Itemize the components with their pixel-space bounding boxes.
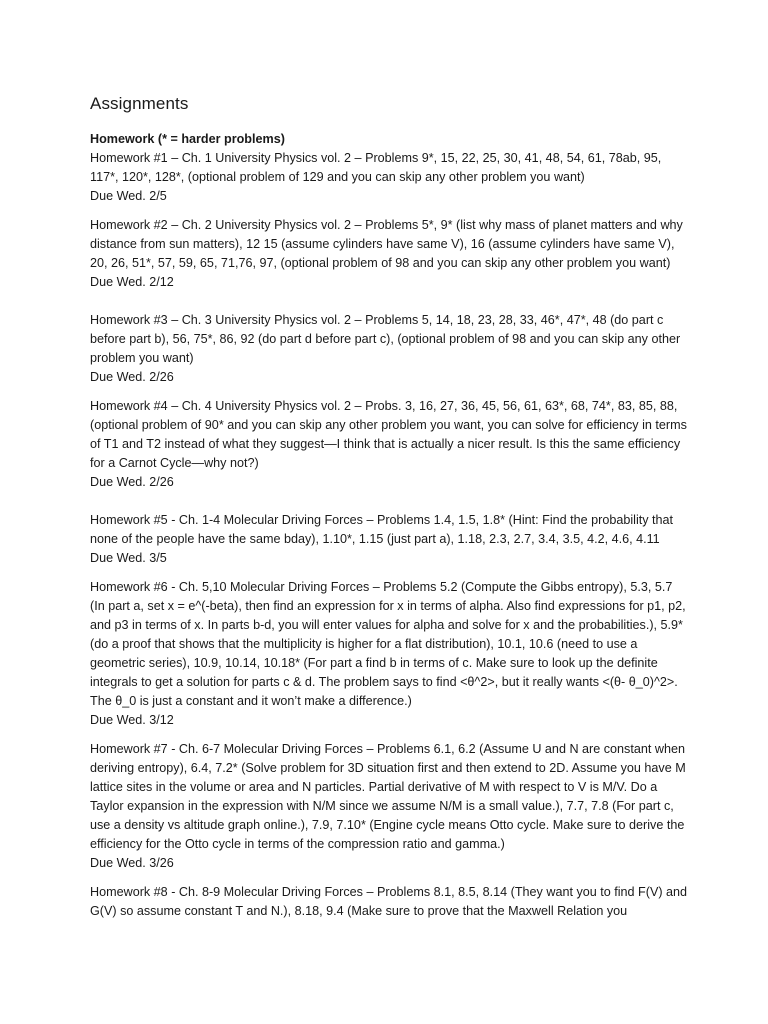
homework-heading: Homework (* = harder problems) — [90, 132, 285, 146]
due-date: Due Wed. 2/26 — [90, 475, 174, 489]
assignment-text: Homework #7 - Ch. 6-7 Molecular Driving Forces – Problems 6.1, 6.2 (Assume U and N are constant when deriving entropy), 6.4, 7.2* (Solve problem for 3D situation first and then extend to 2D. Assume you have M lattice sites in the volume or area and N particles. Partial derivative of M with respect to V is M/V. Do a Taylor expansion in the expression with N/M since we assume N/M is a small value.), 7.7, 7.8 (For part c, use a density vs altitude graph online.), 7.9, 7.10* (Engine cycle means Otto cycle. Make sure to derive the efficiency for the Otto cycle in terms of the compression ratio and gamma.) — [90, 742, 686, 851]
assignment-5 — [90, 511, 690, 568]
due-date: Due Wed. 2/5 — [90, 189, 167, 203]
assignment-1 — [90, 149, 690, 206]
assignment-7 — [90, 740, 690, 873]
assignment-text: Homework #3 – Ch. 3 University Physics vol. 2 – Problems 5, 14, 18, 23, 28, 33, 46*, 47*, 48 (do part c before part b), 56, 75*, 86, 92 (do part d before part c), (optional problem of 98 and you can skip any other problem you want) — [90, 313, 681, 365]
assignment-text: Homework #6 - Ch. 5,10 Molecular Driving Forces – Problems 5.2 (Compute the Gibbs entropy), 5.3, 5.7 (In part a, set x = e^(-beta), then find an expression for x in terms of alpha. Also find expressions for p1, p2, and p3 in terms of x. In parts b-d, you will enter values for alpha and solve for x and the probabilities.), 5.9* (do a proof that shows that the multiplicity is higher for a flat distribution), 10.1, 10.6 (need to use a geometric series), 10.9, 10.14, 10.18* (For part a find b in terms of c. Make sure to look up the definite integrals to get a solution for parts c & d. The problem says to find <θ^2>, but it really wants <(θ- θ_0)^2>. The θ_0 is just a constant and it won’t make a difference.) — [90, 580, 686, 708]
assignment-text: Homework #5 - Ch. 1-4 Molecular Driving Forces – Problems 1.4, 1.5, 1.8* (Hint: Find the probability that none of the people have the same bday), 1.10*, 1.15 (just part a), 1.18, 2.3, 2.7, 3.4, 3.5, 4.2, 4.6, 4.11 — [90, 513, 674, 546]
due-date: Due Wed. 2/12 — [90, 275, 174, 289]
assignment-6 — [90, 578, 690, 730]
assignment-text: Homework #4 – Ch. 4 University Physics vol. 2 – Probs. 3, 16, 27, 36, 45, 56, 61, 63*, 68, 74*, 83, 85, 88, (optional problem of 90* and you can skip any other problem you want, you can solve for efficiency in terms of T1 and T2 instead of what they suggest—I think that is actually a nicer result. Is this the same efficiency for a Carnot Cycle—why not?) — [90, 399, 687, 470]
due-date: Due Wed. 2/26 — [90, 370, 174, 384]
due-date: Due Wed. 3/26 — [90, 856, 174, 870]
assignment-text: Homework #2 – Ch. 2 University Physics vol. 2 – Problems 5*, 9* (list why mass of planet matters and why distance from sun matters), 12 15 (assume cylinders have same V), 16 (assume cylinders have same V), 20, 26, 51*, 57, 59, 65, 71,76, 97, (optional problem of 98 and you can skip any other problem you want) — [90, 218, 683, 270]
assignment-text: Homework #1 – Ch. 1 University Physics vol. 2 – Problems 9*, 15, 22, 25, 30, 41, 48, 54, 61, 78ab, 95, 117*, 120*, 128*, (optional problem of 129 and you can skip any other problem you want) — [90, 151, 662, 184]
assignment-8 — [90, 883, 690, 921]
due-date: Due Wed. 3/12 — [90, 713, 174, 727]
page-title: Assignments — [90, 94, 189, 113]
assignment-3 — [90, 311, 690, 387]
assignment-2 — [90, 216, 690, 292]
due-date: Due Wed. 3/5 — [90, 551, 167, 565]
assignment-text: Homework #8 - Ch. 8-9 Molecular Driving Forces – Problems 8.1, 8.5, 8.14 (They want you to find F(V) and G(V) so assume constant T and N.), 8.18, 9.4 (Make sure to prove that the Maxwell Relation you — [90, 885, 688, 918]
document-page — [90, 92, 690, 931]
assignment-4 — [90, 397, 690, 492]
